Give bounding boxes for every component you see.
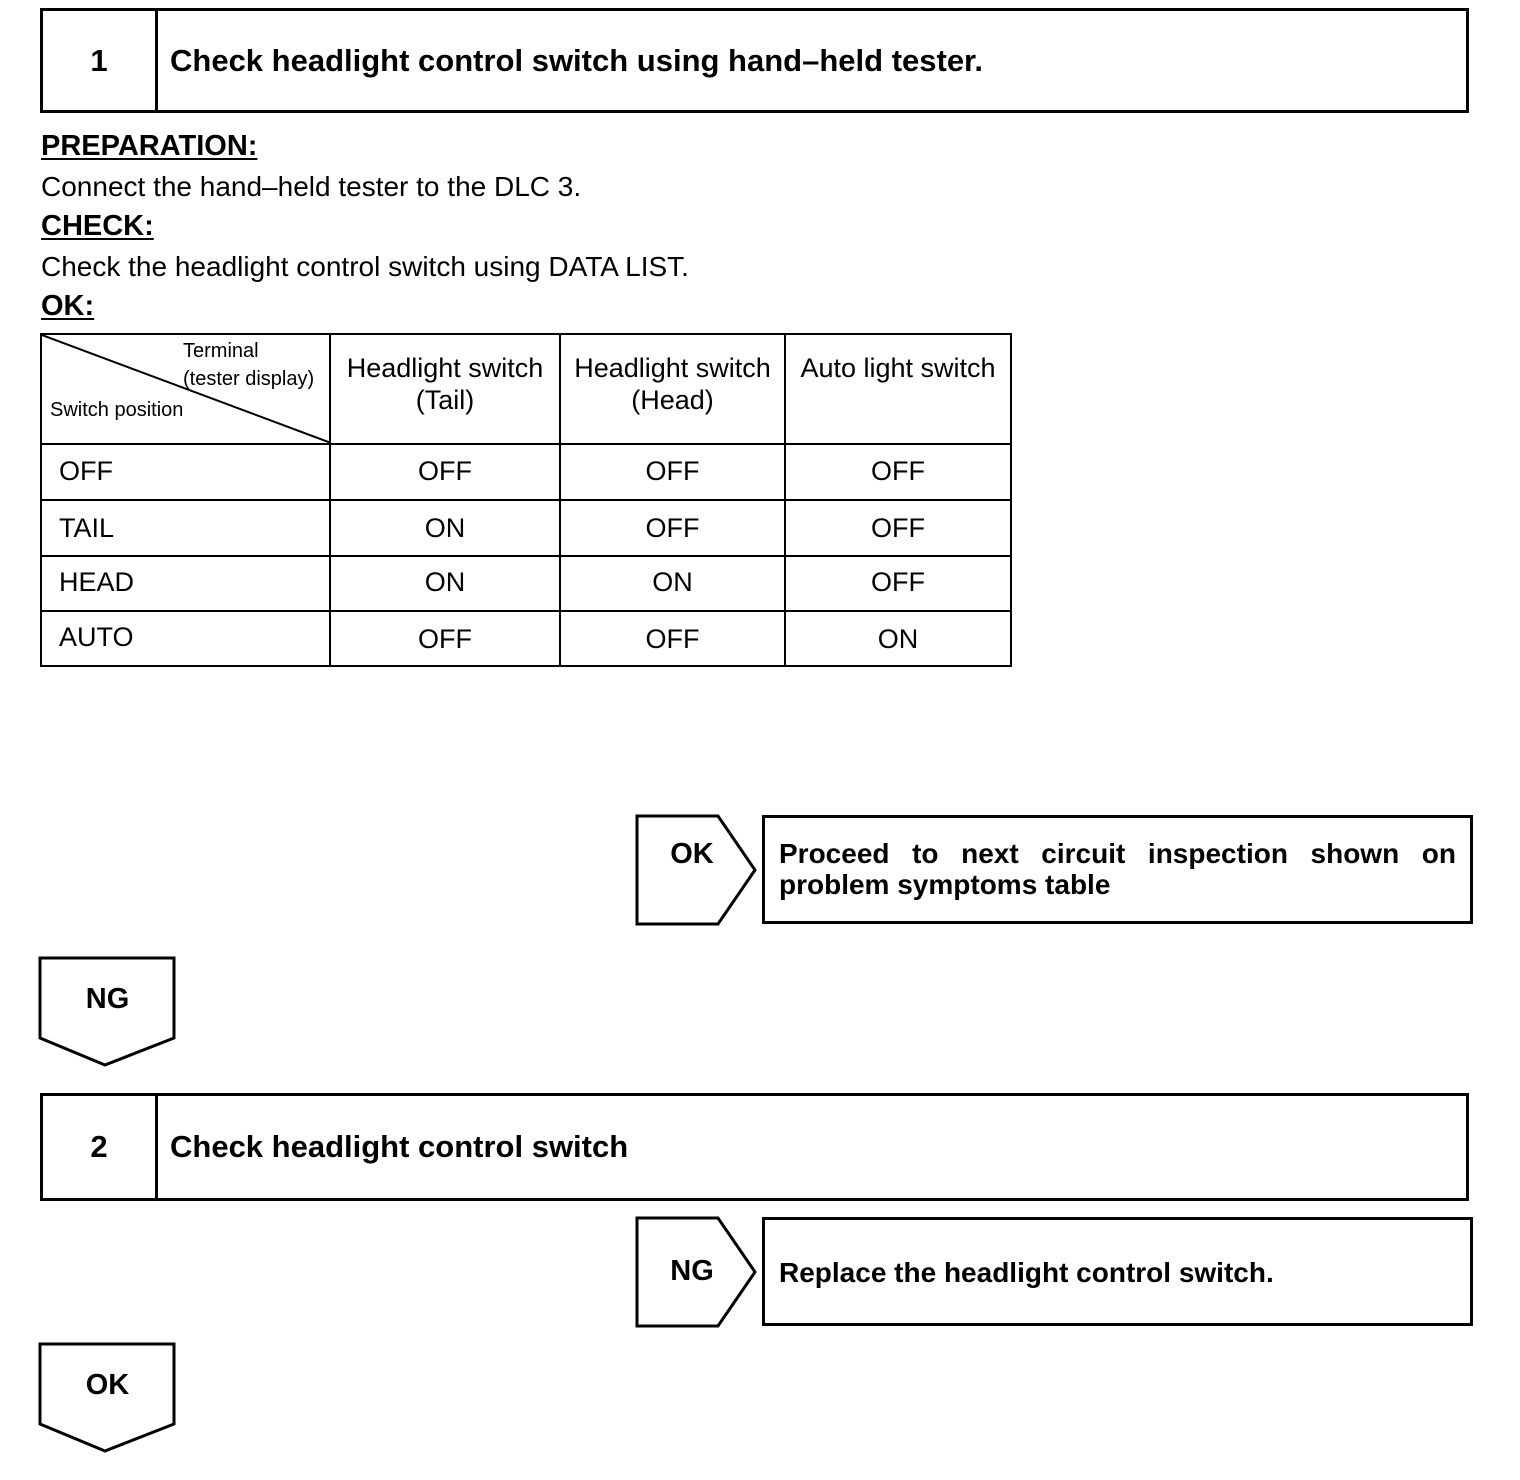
ng-arrow-label-2: NG (670, 1255, 714, 1287)
row-label: TAIL (41, 500, 330, 556)
table-cell: ON (560, 556, 785, 611)
table-cell: OFF (560, 444, 785, 500)
corner-terminal-line1: Terminal (183, 340, 259, 362)
table-cell: OFF (560, 611, 785, 666)
table-row (41, 444, 1011, 500)
table-row (41, 500, 1011, 556)
column-header-line1: Auto light switch (800, 353, 996, 383)
column-header-auto (785, 334, 1011, 444)
corner-switch-position-label: Switch position (50, 399, 184, 421)
ok-result-box: Proceed to next circuit inspection shown on problem symptoms table (762, 815, 1473, 924)
column-header-line2: (Head) (631, 385, 714, 415)
ok-label: OK: (41, 290, 95, 322)
table-row (41, 611, 1011, 666)
table-cell: OFF (785, 500, 1011, 556)
table-cell: OFF (785, 556, 1011, 611)
table-row (41, 556, 1011, 611)
table-header-row (41, 334, 1011, 444)
step-number: 2 (43, 1096, 158, 1198)
preparation-label: PREPARATION: (41, 130, 258, 162)
table-cell: ON (330, 500, 560, 556)
check-label: CHECK: (41, 210, 154, 242)
ng-arrow-label: NG (85, 983, 130, 1015)
table-cell: OFF (330, 444, 560, 500)
column-header-tail (330, 334, 560, 444)
switch-status-table (40, 333, 1012, 667)
table-cell: OFF (560, 500, 785, 556)
row-label: AUTO (41, 611, 330, 666)
row-label: HEAD (41, 556, 330, 611)
step-number: 1 (43, 11, 158, 110)
ok-arrow-label: OK (670, 838, 714, 870)
corner-terminal-line2: (tester display) (183, 368, 315, 390)
step-1-header (40, 8, 1469, 113)
table-cell: OFF (785, 444, 1011, 500)
table-corner-cell (41, 334, 330, 444)
ng-result-box: Replace the headlight control switch. (762, 1217, 1473, 1326)
column-header-line2: (Tail) (415, 385, 475, 415)
check-text: Check the headlight control switch using DATA LIST. (41, 251, 689, 282)
preparation-text: Connect the hand–held tester to the DLC 3. (41, 171, 582, 202)
step-title: Check headlight control switch using hand–held tester. (170, 42, 984, 78)
column-header-line1: Headlight switch (346, 353, 544, 383)
table-cell: OFF (330, 611, 560, 666)
row-label: OFF (41, 444, 330, 500)
column-header-line1: Headlight switch (574, 353, 771, 383)
step-2-header (40, 1093, 1469, 1201)
corner-terminal-label (183, 337, 314, 393)
table-cell: ON (785, 611, 1011, 666)
ok-arrow-label-2: OK (85, 1369, 130, 1401)
column-header-head (560, 334, 785, 444)
table-cell: ON (330, 556, 560, 611)
step-title: Check headlight control switch (170, 1129, 629, 1164)
